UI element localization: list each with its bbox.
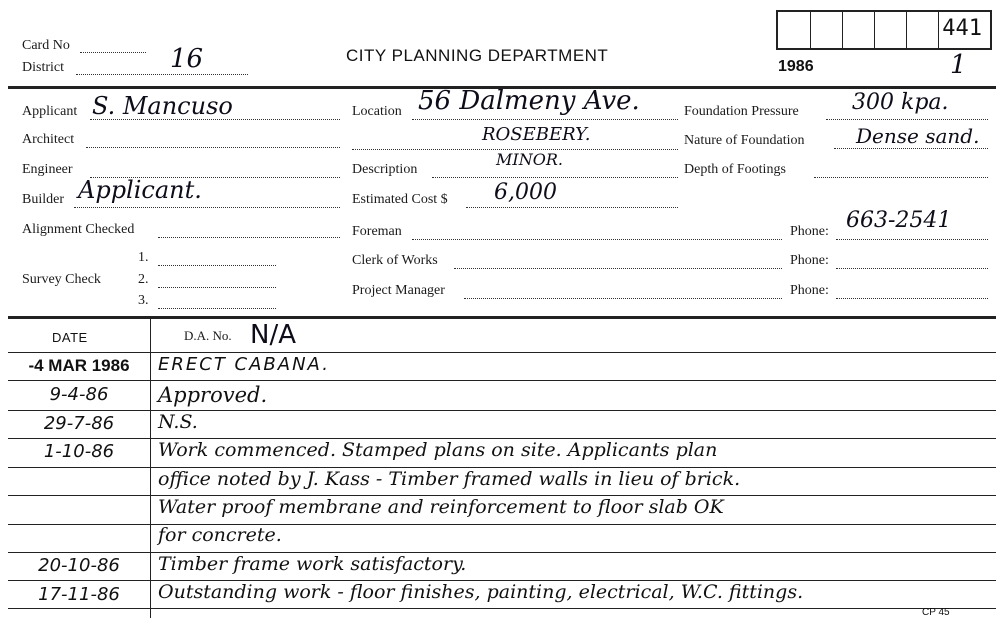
log-date: 17-11-86: [38, 584, 120, 605]
year: 1986: [778, 58, 814, 75]
phone-line-3: [836, 298, 988, 299]
location-label: Location: [352, 104, 402, 119]
foundation-pressure-line: [826, 119, 988, 120]
foundation-pressure-value: 300 kpa.: [852, 90, 949, 115]
foreman-line: [412, 239, 782, 240]
survey-label: Survey Check: [22, 272, 101, 287]
da-value: N/A: [250, 320, 296, 350]
phone-line-1: [836, 239, 988, 240]
applicant-label: Applicant: [22, 104, 78, 119]
card-number: 441: [942, 16, 982, 41]
nature-value: Dense sand.: [856, 124, 980, 148]
date-header: DATE: [52, 330, 88, 345]
architect-label: Architect: [22, 132, 75, 147]
log-date: 29-7-86: [43, 413, 115, 434]
log-entry: Work commenced. Stamped plans on site. Applicants plan: [158, 439, 718, 461]
department-title: CITY PLANNING DEPARTMENT: [346, 46, 609, 65]
architect-line: [86, 147, 340, 148]
log-date: 20-10-86: [38, 555, 120, 576]
nature-label: Nature of Foundation: [684, 133, 805, 148]
log-entry: Approved.: [158, 383, 268, 407]
log-row-line: [8, 352, 996, 353]
applicant-value: S. Mancuso: [92, 92, 233, 120]
sheet-number: 1: [950, 50, 967, 80]
phone-label-2: Phone:: [790, 253, 829, 268]
depth-label: Depth of Footings: [684, 162, 786, 177]
foreman-label: Foreman: [352, 224, 402, 239]
survey-2-line: [158, 287, 276, 288]
builder-line: [74, 207, 340, 208]
log-entry: Water proof membrane and reinforcement to floor slab OK: [158, 496, 724, 518]
project-manager-label: Project Manager: [352, 283, 445, 298]
date-column-divider: [150, 318, 151, 618]
log-row-line: [8, 552, 996, 553]
survey-1: 1.: [138, 250, 149, 265]
log-entry: N.S.: [158, 411, 198, 433]
log-date: 1-10-86: [43, 441, 115, 462]
alignment-label: Alignment Checked: [22, 222, 135, 237]
log-entry: ERECT CABANA.: [158, 354, 330, 375]
form-code: CP 45: [922, 607, 950, 618]
survey-3: 3.: [138, 293, 149, 308]
estimated-cost-label: Estimated Cost $: [352, 192, 448, 207]
log-entry: Timber frame work satisfactory.: [158, 553, 467, 575]
builder-value: Applicant.: [78, 176, 202, 204]
location-line: [412, 119, 678, 120]
log-entry: for concrete.: [158, 524, 282, 546]
da-label: D.A. No.: [184, 328, 232, 343]
log-row-line: [8, 608, 996, 609]
phone-line-2: [836, 268, 988, 269]
district-line: [76, 74, 248, 75]
phone-value: 663-2541: [846, 208, 952, 233]
log-row-line: [8, 380, 996, 381]
log-date: -4 MAR 1986: [28, 356, 130, 375]
card-no-label: Card No: [22, 38, 70, 53]
log-entry: office noted by J. Kass - Timber framed walls in lieu of brick.: [158, 468, 741, 490]
alignment-line: [158, 237, 340, 238]
district-value: 16: [170, 44, 204, 74]
estimated-cost-value: 6,000: [494, 180, 557, 205]
survey-1-line: [158, 265, 276, 266]
foundation-pressure-label: Foundation Pressure: [684, 104, 799, 119]
clerk-line: [454, 268, 782, 269]
card-no-line: [80, 52, 146, 53]
log-row-line: [8, 410, 996, 411]
description-line: [432, 177, 678, 178]
clerk-label: Clerk of Works: [352, 253, 438, 268]
district-label: District: [22, 60, 64, 75]
log-top-rule: [8, 316, 996, 319]
location-value-2: ROSEBERY.: [482, 124, 591, 145]
phone-label-3: Phone:: [790, 283, 829, 298]
nature-line: [834, 148, 988, 149]
log-row-line: [8, 524, 996, 525]
log-date: 9-4-86: [49, 384, 109, 405]
engineer-label: Engineer: [22, 162, 73, 177]
log-entry: Outstanding work - floor finishes, painting, electrical, W.C. fittings.: [158, 581, 804, 603]
phone-label-1: Phone:: [790, 224, 829, 239]
estimated-cost-line: [466, 207, 678, 208]
location-value: 56 Dalmeny Ave.: [418, 86, 640, 116]
project-manager-line: [464, 298, 782, 299]
survey-3-line: [158, 308, 276, 309]
description-value: MINOR.: [496, 150, 563, 169]
description-label: Description: [352, 162, 418, 177]
survey-2: 2.: [138, 272, 149, 287]
depth-line: [814, 177, 988, 178]
card-number-box: [776, 10, 992, 50]
builder-label: Builder: [22, 192, 64, 207]
